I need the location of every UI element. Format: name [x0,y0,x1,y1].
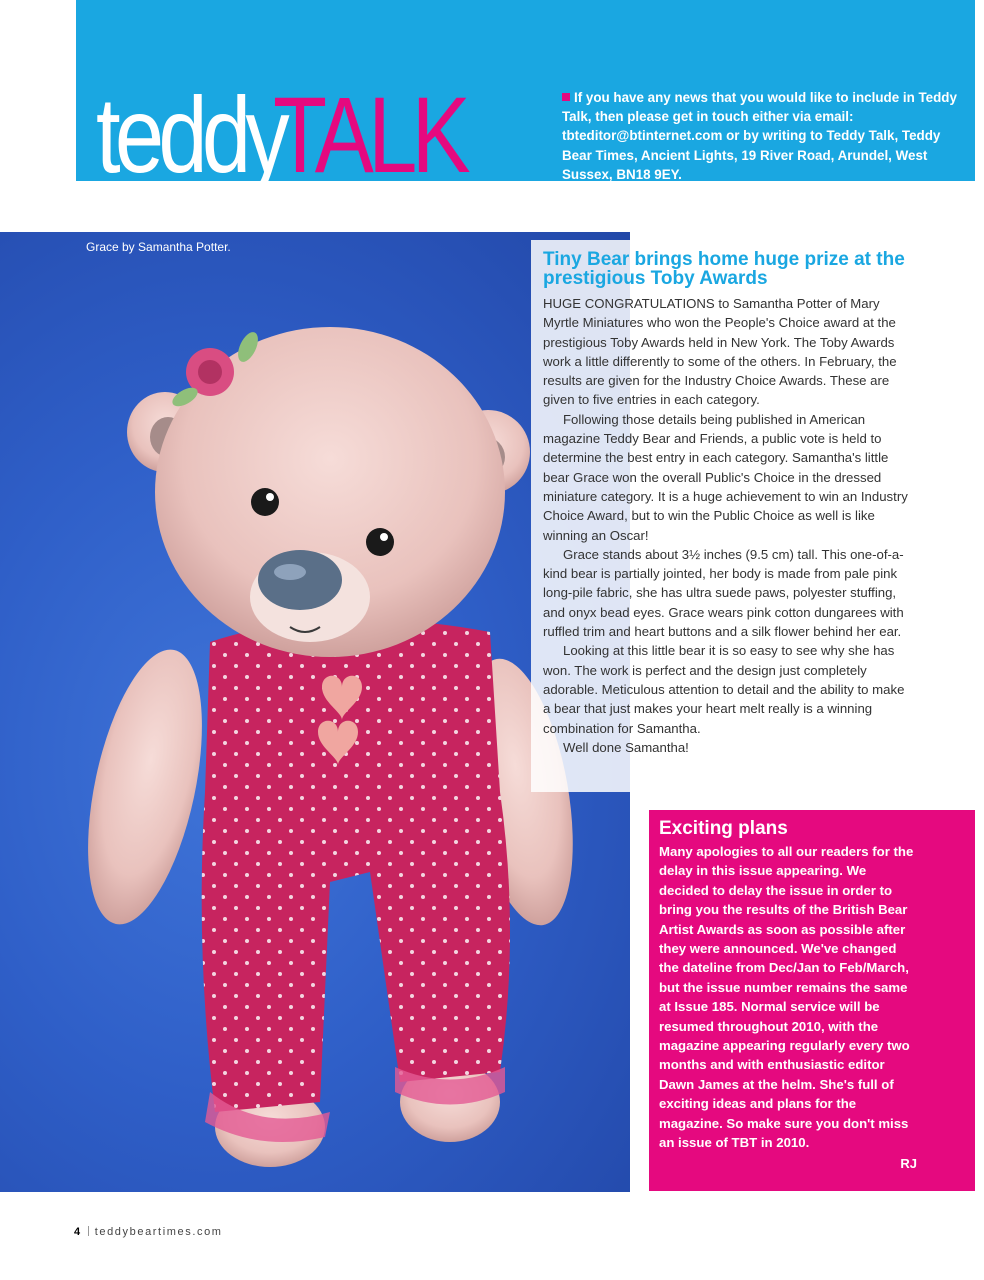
exciting-plans-box [649,810,975,1191]
contact-note [562,88,962,184]
article-paragraph: Well done Samantha! [563,739,689,755]
main-article [543,250,915,757]
article-paragraph: Grace stands about 3½ inches (9.5 cm) tall. This one-of-a-kind bear is partially jointed, her body is made from pale pink long-pile fabric, she has ultra suede paws, polyester stuffing, and onyx bead eyes. Grace wears pink cotton dungarees with ruffled trim and heart buttons and a silk flower behind her ear. [543,546,904,640]
article-paragraph: Following those details being published in American magazine Teddy Bear and Friends, a public vote is held to determine the best entry in each category. Samantha's little bear Grace won the overall Public's Choice in the dressed miniature category. It is a huge achievement to win an Industry Choice Award, but to win the Public Choice as well is like winning an Oscar! [543,411,908,543]
masthead-logo [96,74,507,195]
photo-caption: Grace by Samantha Potter. [86,240,231,254]
masthead-word-teddy: teddy [96,74,284,195]
sidebar-title: Exciting plans [659,818,788,839]
masthead-word-talk: TALK [273,74,466,195]
article-title: Tiny Bear brings home huge prize at the prestigious Toby Awards [543,249,905,289]
footer-divider [88,1226,89,1236]
bullet-square-icon [562,93,570,101]
sidebar-body: Many apologies to all our readers for the delay in this issue appearing. We decided to delay the issue in order to bring you the results of the British Bear Artist Awards as soon as possible after they were announced. We've changed the dateline from Dec/Jan to Feb/March, but the issue number remains the same at Issue 185. Normal service will be resumed throughout 2010, with the magazine appearing regularly every two months and with enthusiastic editor Dawn James at the helm. She's full of exciting ideas and plans for the magazine. So make sure you don't miss an issue of TBT in 2010. [659,844,914,1151]
article-paragraph: Looking at this little bear it is so easy to see why she has won. The work is perfect and the design just completely adorable. Meticulous attention to detail and the ability to make a bear that just makes your heart melt really is a winning combination for Samantha. [543,643,905,736]
footer-website: teddybeartimes.com [94,1226,223,1238]
page-number: 4 [74,1226,82,1238]
page-footer [74,1226,223,1238]
contact-note-text: If you have any news that you would like to include in Teddy Talk, then please get in touch either via email: tbteditor@btinternet.com or by writing to Teddy Talk, Teddy Bear Times, Ancient Lights, 19 River Road, Arundel, West Sussex, BN18 9EY. [562,90,957,182]
article-paragraph: HUGE CONGRATULATIONS to Samantha Potter of Mary Myrtle Miniatures who won the People's Choice award at the prestigious Toby Awards held in New York. The Toby Awards work a little differently to some of the others. In February, the results are given for the Industry Choice Awards. These are given to five entries in each category. [543,296,897,408]
sidebar-signature: RJ [900,1156,917,1171]
